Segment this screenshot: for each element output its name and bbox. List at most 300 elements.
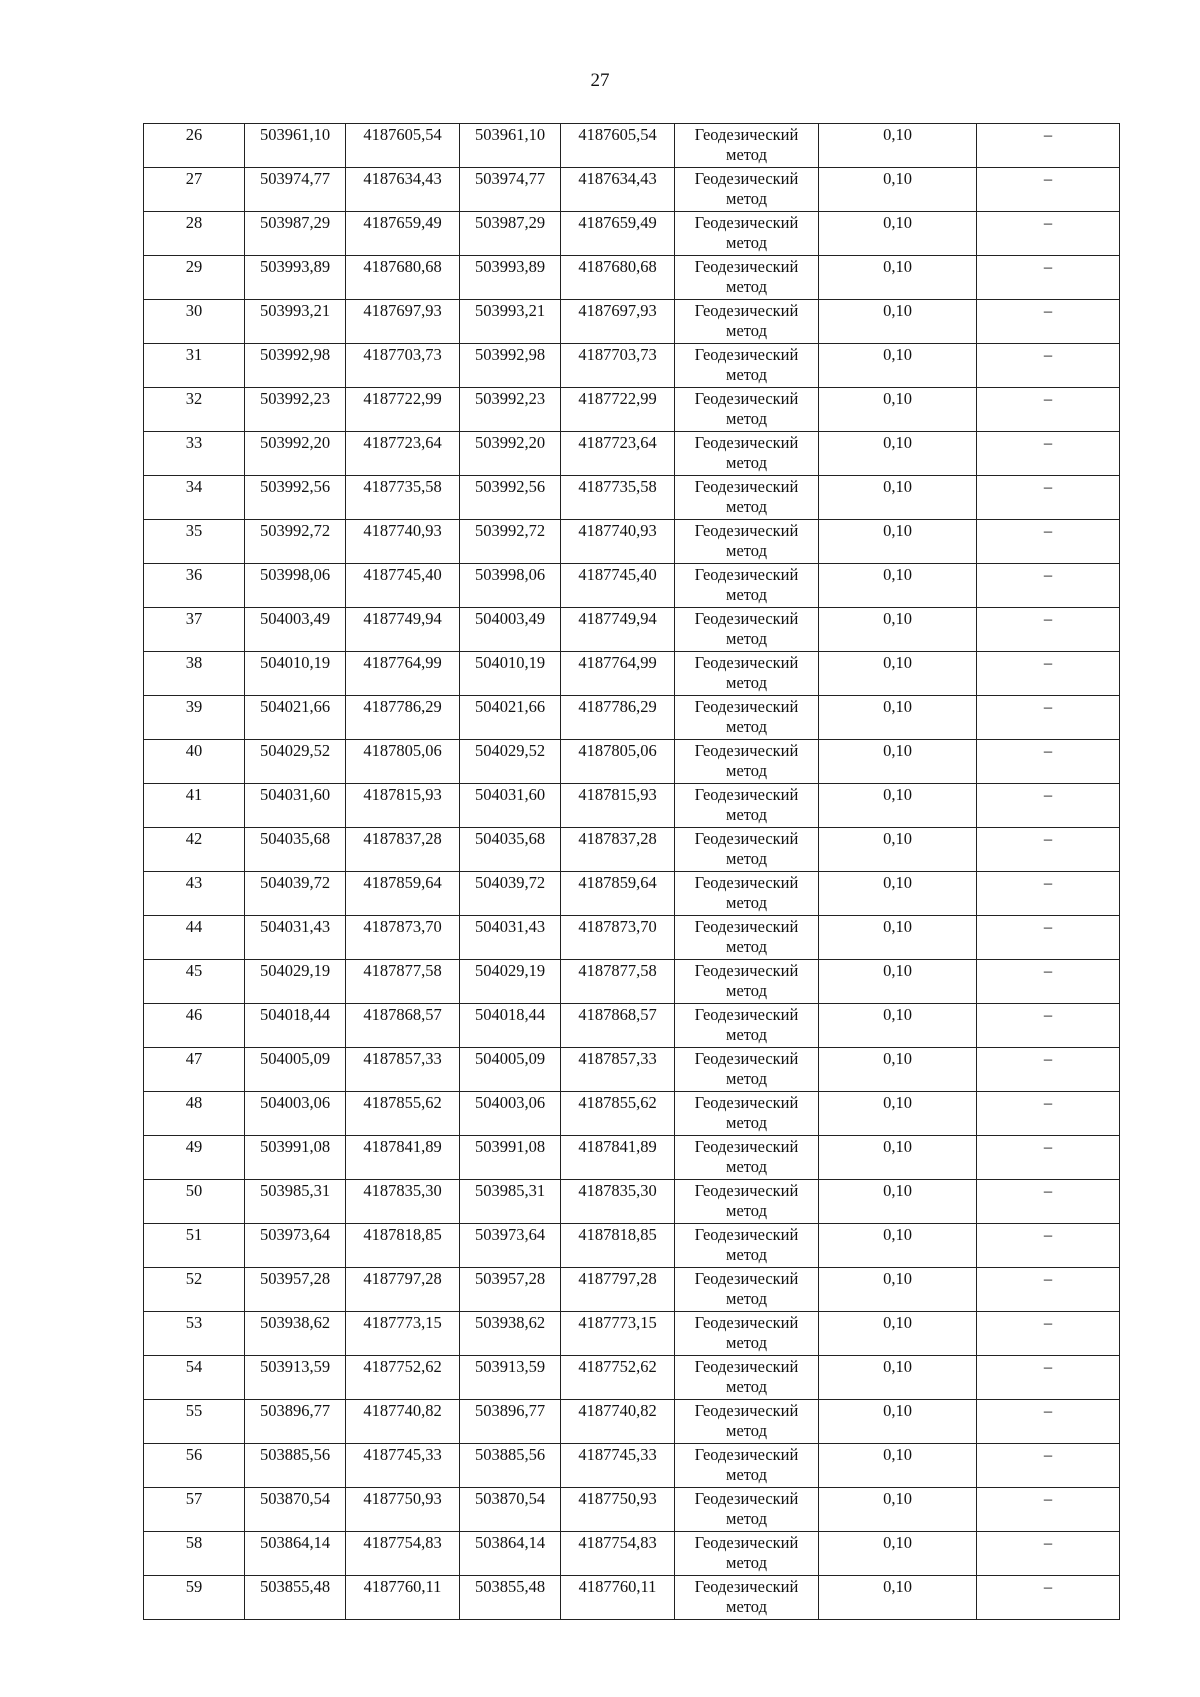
y-refined-cell: 4187837,28 xyxy=(561,828,675,872)
y-existing-cell: 4187680,68 xyxy=(346,256,460,300)
method-line-1: Геодезический xyxy=(694,1489,799,1508)
accuracy-cell: 0,10 xyxy=(819,344,977,388)
method-cell xyxy=(675,1576,819,1620)
y-refined-cell: 4187659,49 xyxy=(561,212,675,256)
method-line-2: метод xyxy=(726,893,767,912)
y-existing-cell: 4187855,62 xyxy=(346,1092,460,1136)
x-existing-cell: 503998,06 xyxy=(245,564,346,608)
accuracy-cell: 0,10 xyxy=(819,916,977,960)
x-existing-cell: 503992,20 xyxy=(245,432,346,476)
accuracy-cell: 0,10 xyxy=(819,784,977,828)
accuracy-cell: 0,10 xyxy=(819,652,977,696)
accuracy-cell: 0,10 xyxy=(819,300,977,344)
method-line-1: Геодезический xyxy=(694,917,799,936)
y-refined-cell: 4187859,64 xyxy=(561,872,675,916)
y-existing-cell: 4187857,33 xyxy=(346,1048,460,1092)
x-existing-cell: 503973,64 xyxy=(245,1224,346,1268)
y-existing-cell: 4187740,93 xyxy=(346,520,460,564)
x-refined-cell: 503993,89 xyxy=(460,256,561,300)
y-refined-cell: 4187752,62 xyxy=(561,1356,675,1400)
accuracy-cell: 0,10 xyxy=(819,1576,977,1620)
y-existing-cell: 4187745,33 xyxy=(346,1444,460,1488)
accuracy-cell: 0,10 xyxy=(819,476,977,520)
x-existing-cell: 503992,72 xyxy=(245,520,346,564)
point-number-cell: 50 xyxy=(144,1180,245,1224)
y-existing-cell: 4187697,93 xyxy=(346,300,460,344)
method-line-2: метод xyxy=(726,1377,767,1396)
method-line-2: метод xyxy=(726,365,767,384)
x-existing-cell: 504005,09 xyxy=(245,1048,346,1092)
method-line-2: метод xyxy=(726,761,767,780)
x-existing-cell: 504039,72 xyxy=(245,872,346,916)
method-cell xyxy=(675,476,819,520)
method-cell xyxy=(675,1136,819,1180)
table-row xyxy=(144,960,1120,1004)
note-cell: – xyxy=(977,1224,1120,1268)
y-existing-cell: 4187873,70 xyxy=(346,916,460,960)
y-refined-cell: 4187815,93 xyxy=(561,784,675,828)
point-number-cell: 59 xyxy=(144,1576,245,1620)
table-row xyxy=(144,1004,1120,1048)
y-refined-cell: 4187722,99 xyxy=(561,388,675,432)
point-number-cell: 41 xyxy=(144,784,245,828)
method-cell xyxy=(675,564,819,608)
point-number-cell: 34 xyxy=(144,476,245,520)
x-refined-cell: 504018,44 xyxy=(460,1004,561,1048)
y-refined-cell: 4187857,33 xyxy=(561,1048,675,1092)
note-cell: – xyxy=(977,740,1120,784)
method-line-2: метод xyxy=(726,1069,767,1088)
table-row xyxy=(144,256,1120,300)
method-cell xyxy=(675,696,819,740)
method-line-1: Геодезический xyxy=(694,1313,799,1332)
y-refined-cell: 4187877,58 xyxy=(561,960,675,1004)
y-existing-cell: 4187877,58 xyxy=(346,960,460,1004)
method-line-1: Геодезический xyxy=(694,1445,799,1464)
accuracy-cell: 0,10 xyxy=(819,1400,977,1444)
x-existing-cell: 503991,08 xyxy=(245,1136,346,1180)
x-existing-cell: 504029,52 xyxy=(245,740,346,784)
note-cell: – xyxy=(977,1048,1120,1092)
point-number-cell: 48 xyxy=(144,1092,245,1136)
x-existing-cell: 503913,59 xyxy=(245,1356,346,1400)
method-line-2: метод xyxy=(726,277,767,296)
point-number-cell: 30 xyxy=(144,300,245,344)
method-line-1: Геодезический xyxy=(694,433,799,452)
x-existing-cell: 503961,10 xyxy=(245,124,346,168)
x-refined-cell: 504039,72 xyxy=(460,872,561,916)
y-existing-cell: 4187745,40 xyxy=(346,564,460,608)
y-refined-cell: 4187745,40 xyxy=(561,564,675,608)
method-line-1: Геодезический xyxy=(694,169,799,188)
point-number-cell: 58 xyxy=(144,1532,245,1576)
x-refined-cell: 503974,77 xyxy=(460,168,561,212)
note-cell: – xyxy=(977,388,1120,432)
table-row xyxy=(144,1532,1120,1576)
y-refined-cell: 4187773,15 xyxy=(561,1312,675,1356)
y-refined-cell: 4187605,54 xyxy=(561,124,675,168)
note-cell: – xyxy=(977,608,1120,652)
x-refined-cell: 503991,08 xyxy=(460,1136,561,1180)
method-cell xyxy=(675,1532,819,1576)
method-line-2: метод xyxy=(726,1597,767,1616)
method-line-2: метод xyxy=(726,1201,767,1220)
y-refined-cell: 4187805,06 xyxy=(561,740,675,784)
x-existing-cell: 503992,23 xyxy=(245,388,346,432)
accuracy-cell: 0,10 xyxy=(819,1004,977,1048)
y-existing-cell: 4187634,43 xyxy=(346,168,460,212)
table-row xyxy=(144,784,1120,828)
x-existing-cell: 504029,19 xyxy=(245,960,346,1004)
table-row xyxy=(144,696,1120,740)
method-cell xyxy=(675,1268,819,1312)
y-existing-cell: 4187815,93 xyxy=(346,784,460,828)
note-cell: – xyxy=(977,1444,1120,1488)
x-existing-cell: 504031,60 xyxy=(245,784,346,828)
note-cell: – xyxy=(977,784,1120,828)
method-line-2: метод xyxy=(726,1465,767,1484)
x-refined-cell: 504005,09 xyxy=(460,1048,561,1092)
table-row xyxy=(144,916,1120,960)
note-cell: – xyxy=(977,1312,1120,1356)
x-refined-cell: 503855,48 xyxy=(460,1576,561,1620)
method-line-1: Геодезический xyxy=(694,1093,799,1112)
note-cell: – xyxy=(977,696,1120,740)
table-row xyxy=(144,1488,1120,1532)
note-cell: – xyxy=(977,916,1120,960)
x-refined-cell: 504010,19 xyxy=(460,652,561,696)
method-line-1: Геодезический xyxy=(694,521,799,540)
x-refined-cell: 503993,21 xyxy=(460,300,561,344)
method-cell xyxy=(675,256,819,300)
note-cell: – xyxy=(977,1092,1120,1136)
note-cell: – xyxy=(977,828,1120,872)
method-cell xyxy=(675,1400,819,1444)
method-cell xyxy=(675,520,819,564)
table-row xyxy=(144,652,1120,696)
x-refined-cell: 503992,23 xyxy=(460,388,561,432)
method-cell xyxy=(675,1004,819,1048)
y-existing-cell: 4187837,28 xyxy=(346,828,460,872)
x-existing-cell: 504003,06 xyxy=(245,1092,346,1136)
x-refined-cell: 503992,56 xyxy=(460,476,561,520)
x-existing-cell: 503992,98 xyxy=(245,344,346,388)
y-existing-cell: 4187752,62 xyxy=(346,1356,460,1400)
point-number-cell: 44 xyxy=(144,916,245,960)
x-refined-cell: 503992,72 xyxy=(460,520,561,564)
method-cell xyxy=(675,828,819,872)
method-line-1: Геодезический xyxy=(694,301,799,320)
point-number-cell: 27 xyxy=(144,168,245,212)
method-cell xyxy=(675,1180,819,1224)
x-refined-cell: 503992,98 xyxy=(460,344,561,388)
accuracy-cell: 0,10 xyxy=(819,960,977,1004)
note-cell: – xyxy=(977,1400,1120,1444)
x-existing-cell: 503855,48 xyxy=(245,1576,346,1620)
table-row xyxy=(144,828,1120,872)
method-line-1: Геодезический xyxy=(694,345,799,364)
method-line-1: Геодезический xyxy=(694,257,799,276)
method-cell xyxy=(675,1444,819,1488)
point-number-cell: 35 xyxy=(144,520,245,564)
y-existing-cell: 4187703,73 xyxy=(346,344,460,388)
y-refined-cell: 4187749,94 xyxy=(561,608,675,652)
note-cell: – xyxy=(977,476,1120,520)
point-number-cell: 45 xyxy=(144,960,245,1004)
point-number-cell: 51 xyxy=(144,1224,245,1268)
note-cell: – xyxy=(977,1268,1120,1312)
method-line-1: Геодезический xyxy=(694,213,799,232)
method-cell xyxy=(675,960,819,1004)
table-row xyxy=(144,1356,1120,1400)
y-refined-cell: 4187750,93 xyxy=(561,1488,675,1532)
x-existing-cell: 503985,31 xyxy=(245,1180,346,1224)
note-cell: – xyxy=(977,300,1120,344)
point-number-cell: 36 xyxy=(144,564,245,608)
point-number-cell: 37 xyxy=(144,608,245,652)
method-cell xyxy=(675,212,819,256)
x-existing-cell: 503938,62 xyxy=(245,1312,346,1356)
point-number-cell: 26 xyxy=(144,124,245,168)
note-cell: – xyxy=(977,564,1120,608)
coordinates-table-body xyxy=(144,124,1120,1620)
point-number-cell: 53 xyxy=(144,1312,245,1356)
table-row xyxy=(144,300,1120,344)
method-line-1: Геодезический xyxy=(694,1137,799,1156)
y-refined-cell: 4187680,68 xyxy=(561,256,675,300)
x-refined-cell: 503998,06 xyxy=(460,564,561,608)
method-cell xyxy=(675,300,819,344)
method-line-1: Геодезический xyxy=(694,697,799,716)
accuracy-cell: 0,10 xyxy=(819,608,977,652)
y-refined-cell: 4187745,33 xyxy=(561,1444,675,1488)
note-cell: – xyxy=(977,124,1120,168)
table-row xyxy=(144,740,1120,784)
x-existing-cell: 503992,56 xyxy=(245,476,346,520)
method-cell xyxy=(675,740,819,784)
accuracy-cell: 0,10 xyxy=(819,1356,977,1400)
coordinates-table xyxy=(143,123,1120,1620)
method-line-1: Геодезический xyxy=(694,1005,799,1024)
method-line-2: метод xyxy=(726,453,767,472)
x-existing-cell: 503896,77 xyxy=(245,1400,346,1444)
table-row xyxy=(144,564,1120,608)
x-refined-cell: 503864,14 xyxy=(460,1532,561,1576)
x-existing-cell: 503957,28 xyxy=(245,1268,346,1312)
method-cell xyxy=(675,1356,819,1400)
y-refined-cell: 4187786,29 xyxy=(561,696,675,740)
table-row xyxy=(144,520,1120,564)
point-number-cell: 28 xyxy=(144,212,245,256)
table-row xyxy=(144,1224,1120,1268)
method-line-2: метод xyxy=(726,541,767,560)
note-cell: – xyxy=(977,1004,1120,1048)
table-row xyxy=(144,432,1120,476)
method-line-1: Геодезический xyxy=(694,1049,799,1068)
x-existing-cell: 504018,44 xyxy=(245,1004,346,1048)
method-line-1: Геодезический xyxy=(694,829,799,848)
x-existing-cell: 504035,68 xyxy=(245,828,346,872)
note-cell: – xyxy=(977,1136,1120,1180)
y-existing-cell: 4187754,83 xyxy=(346,1532,460,1576)
method-line-1: Геодезический xyxy=(694,961,799,980)
method-line-1: Геодезический xyxy=(694,741,799,760)
table-row xyxy=(144,1092,1120,1136)
note-cell: – xyxy=(977,1356,1120,1400)
table-row xyxy=(144,212,1120,256)
method-line-1: Геодезический xyxy=(694,125,799,144)
accuracy-cell: 0,10 xyxy=(819,1224,977,1268)
x-refined-cell: 503896,77 xyxy=(460,1400,561,1444)
x-existing-cell: 503987,29 xyxy=(245,212,346,256)
method-line-2: метод xyxy=(726,585,767,604)
x-refined-cell: 503938,62 xyxy=(460,1312,561,1356)
note-cell: – xyxy=(977,960,1120,1004)
y-refined-cell: 4187735,58 xyxy=(561,476,675,520)
table-row xyxy=(144,1312,1120,1356)
method-line-1: Геодезический xyxy=(694,389,799,408)
table-row xyxy=(144,1180,1120,1224)
method-line-1: Геодезический xyxy=(694,1401,799,1420)
y-refined-cell: 4187818,85 xyxy=(561,1224,675,1268)
y-refined-cell: 4187797,28 xyxy=(561,1268,675,1312)
method-line-1: Геодезический xyxy=(694,653,799,672)
method-line-2: метод xyxy=(726,497,767,516)
y-refined-cell: 4187723,64 xyxy=(561,432,675,476)
point-number-cell: 29 xyxy=(144,256,245,300)
x-refined-cell: 503961,10 xyxy=(460,124,561,168)
x-refined-cell: 503985,31 xyxy=(460,1180,561,1224)
method-line-2: метод xyxy=(726,145,767,164)
x-refined-cell: 503913,59 xyxy=(460,1356,561,1400)
method-line-2: метод xyxy=(726,1509,767,1528)
point-number-cell: 49 xyxy=(144,1136,245,1180)
y-existing-cell: 4187773,15 xyxy=(346,1312,460,1356)
note-cell: – xyxy=(977,344,1120,388)
accuracy-cell: 0,10 xyxy=(819,1180,977,1224)
table-row xyxy=(144,476,1120,520)
accuracy-cell: 0,10 xyxy=(819,1048,977,1092)
note-cell: – xyxy=(977,212,1120,256)
accuracy-cell: 0,10 xyxy=(819,1136,977,1180)
x-refined-cell: 504031,43 xyxy=(460,916,561,960)
method-line-2: метод xyxy=(726,673,767,692)
accuracy-cell: 0,10 xyxy=(819,564,977,608)
method-cell xyxy=(675,1312,819,1356)
method-line-2: метод xyxy=(726,1421,767,1440)
y-refined-cell: 4187754,83 xyxy=(561,1532,675,1576)
y-existing-cell: 4187841,89 xyxy=(346,1136,460,1180)
table-row xyxy=(144,168,1120,212)
method-line-2: метод xyxy=(726,409,767,428)
accuracy-cell: 0,10 xyxy=(819,168,977,212)
x-refined-cell: 504021,66 xyxy=(460,696,561,740)
y-existing-cell: 4187797,28 xyxy=(346,1268,460,1312)
x-refined-cell: 504029,19 xyxy=(460,960,561,1004)
x-refined-cell: 504029,52 xyxy=(460,740,561,784)
accuracy-cell: 0,10 xyxy=(819,520,977,564)
method-line-2: метод xyxy=(726,1289,767,1308)
method-cell xyxy=(675,1224,819,1268)
x-existing-cell: 504021,66 xyxy=(245,696,346,740)
note-cell: – xyxy=(977,1532,1120,1576)
point-number-cell: 43 xyxy=(144,872,245,916)
accuracy-cell: 0,10 xyxy=(819,1268,977,1312)
table-row xyxy=(144,1576,1120,1620)
x-refined-cell: 504003,49 xyxy=(460,608,561,652)
method-cell xyxy=(675,916,819,960)
method-line-1: Геодезический xyxy=(694,1577,799,1596)
method-line-2: метод xyxy=(726,717,767,736)
method-line-2: метод xyxy=(726,849,767,868)
accuracy-cell: 0,10 xyxy=(819,1532,977,1576)
method-line-2: метод xyxy=(726,1157,767,1176)
note-cell: – xyxy=(977,256,1120,300)
method-cell xyxy=(675,784,819,828)
method-cell xyxy=(675,168,819,212)
y-refined-cell: 4187868,57 xyxy=(561,1004,675,1048)
table-row xyxy=(144,1444,1120,1488)
accuracy-cell: 0,10 xyxy=(819,1312,977,1356)
method-line-1: Геодезический xyxy=(694,609,799,628)
y-refined-cell: 4187740,93 xyxy=(561,520,675,564)
y-existing-cell: 4187659,49 xyxy=(346,212,460,256)
y-existing-cell: 4187764,99 xyxy=(346,652,460,696)
method-cell xyxy=(675,344,819,388)
point-number-cell: 54 xyxy=(144,1356,245,1400)
y-refined-cell: 4187835,30 xyxy=(561,1180,675,1224)
point-number-cell: 42 xyxy=(144,828,245,872)
y-refined-cell: 4187764,99 xyxy=(561,652,675,696)
point-number-cell: 39 xyxy=(144,696,245,740)
method-line-2: метод xyxy=(726,233,767,252)
table-row xyxy=(144,872,1120,916)
method-line-2: метод xyxy=(726,1113,767,1132)
x-existing-cell: 503993,21 xyxy=(245,300,346,344)
method-line-1: Геодезический xyxy=(694,873,799,892)
method-line-2: метод xyxy=(726,981,767,1000)
y-refined-cell: 4187703,73 xyxy=(561,344,675,388)
y-refined-cell: 4187760,11 xyxy=(561,1576,675,1620)
note-cell: – xyxy=(977,652,1120,696)
method-line-1: Геодезический xyxy=(694,1357,799,1376)
method-line-2: метод xyxy=(726,1025,767,1044)
accuracy-cell: 0,10 xyxy=(819,740,977,784)
method-cell xyxy=(675,872,819,916)
point-number-cell: 46 xyxy=(144,1004,245,1048)
y-existing-cell: 4187805,06 xyxy=(346,740,460,784)
point-number-cell: 40 xyxy=(144,740,245,784)
accuracy-cell: 0,10 xyxy=(819,1092,977,1136)
method-line-2: метод xyxy=(726,1245,767,1264)
y-refined-cell: 4187873,70 xyxy=(561,916,675,960)
y-refined-cell: 4187697,93 xyxy=(561,300,675,344)
method-line-1: Геодезический xyxy=(694,785,799,804)
point-number-cell: 56 xyxy=(144,1444,245,1488)
x-refined-cell: 503870,54 xyxy=(460,1488,561,1532)
x-existing-cell: 503870,54 xyxy=(245,1488,346,1532)
method-cell xyxy=(675,432,819,476)
table-row xyxy=(144,1268,1120,1312)
x-existing-cell: 503974,77 xyxy=(245,168,346,212)
method-line-1: Геодезический xyxy=(694,477,799,496)
method-cell xyxy=(675,1048,819,1092)
accuracy-cell: 0,10 xyxy=(819,256,977,300)
note-cell: – xyxy=(977,1180,1120,1224)
accuracy-cell: 0,10 xyxy=(819,1488,977,1532)
method-cell xyxy=(675,1092,819,1136)
accuracy-cell: 0,10 xyxy=(819,696,977,740)
